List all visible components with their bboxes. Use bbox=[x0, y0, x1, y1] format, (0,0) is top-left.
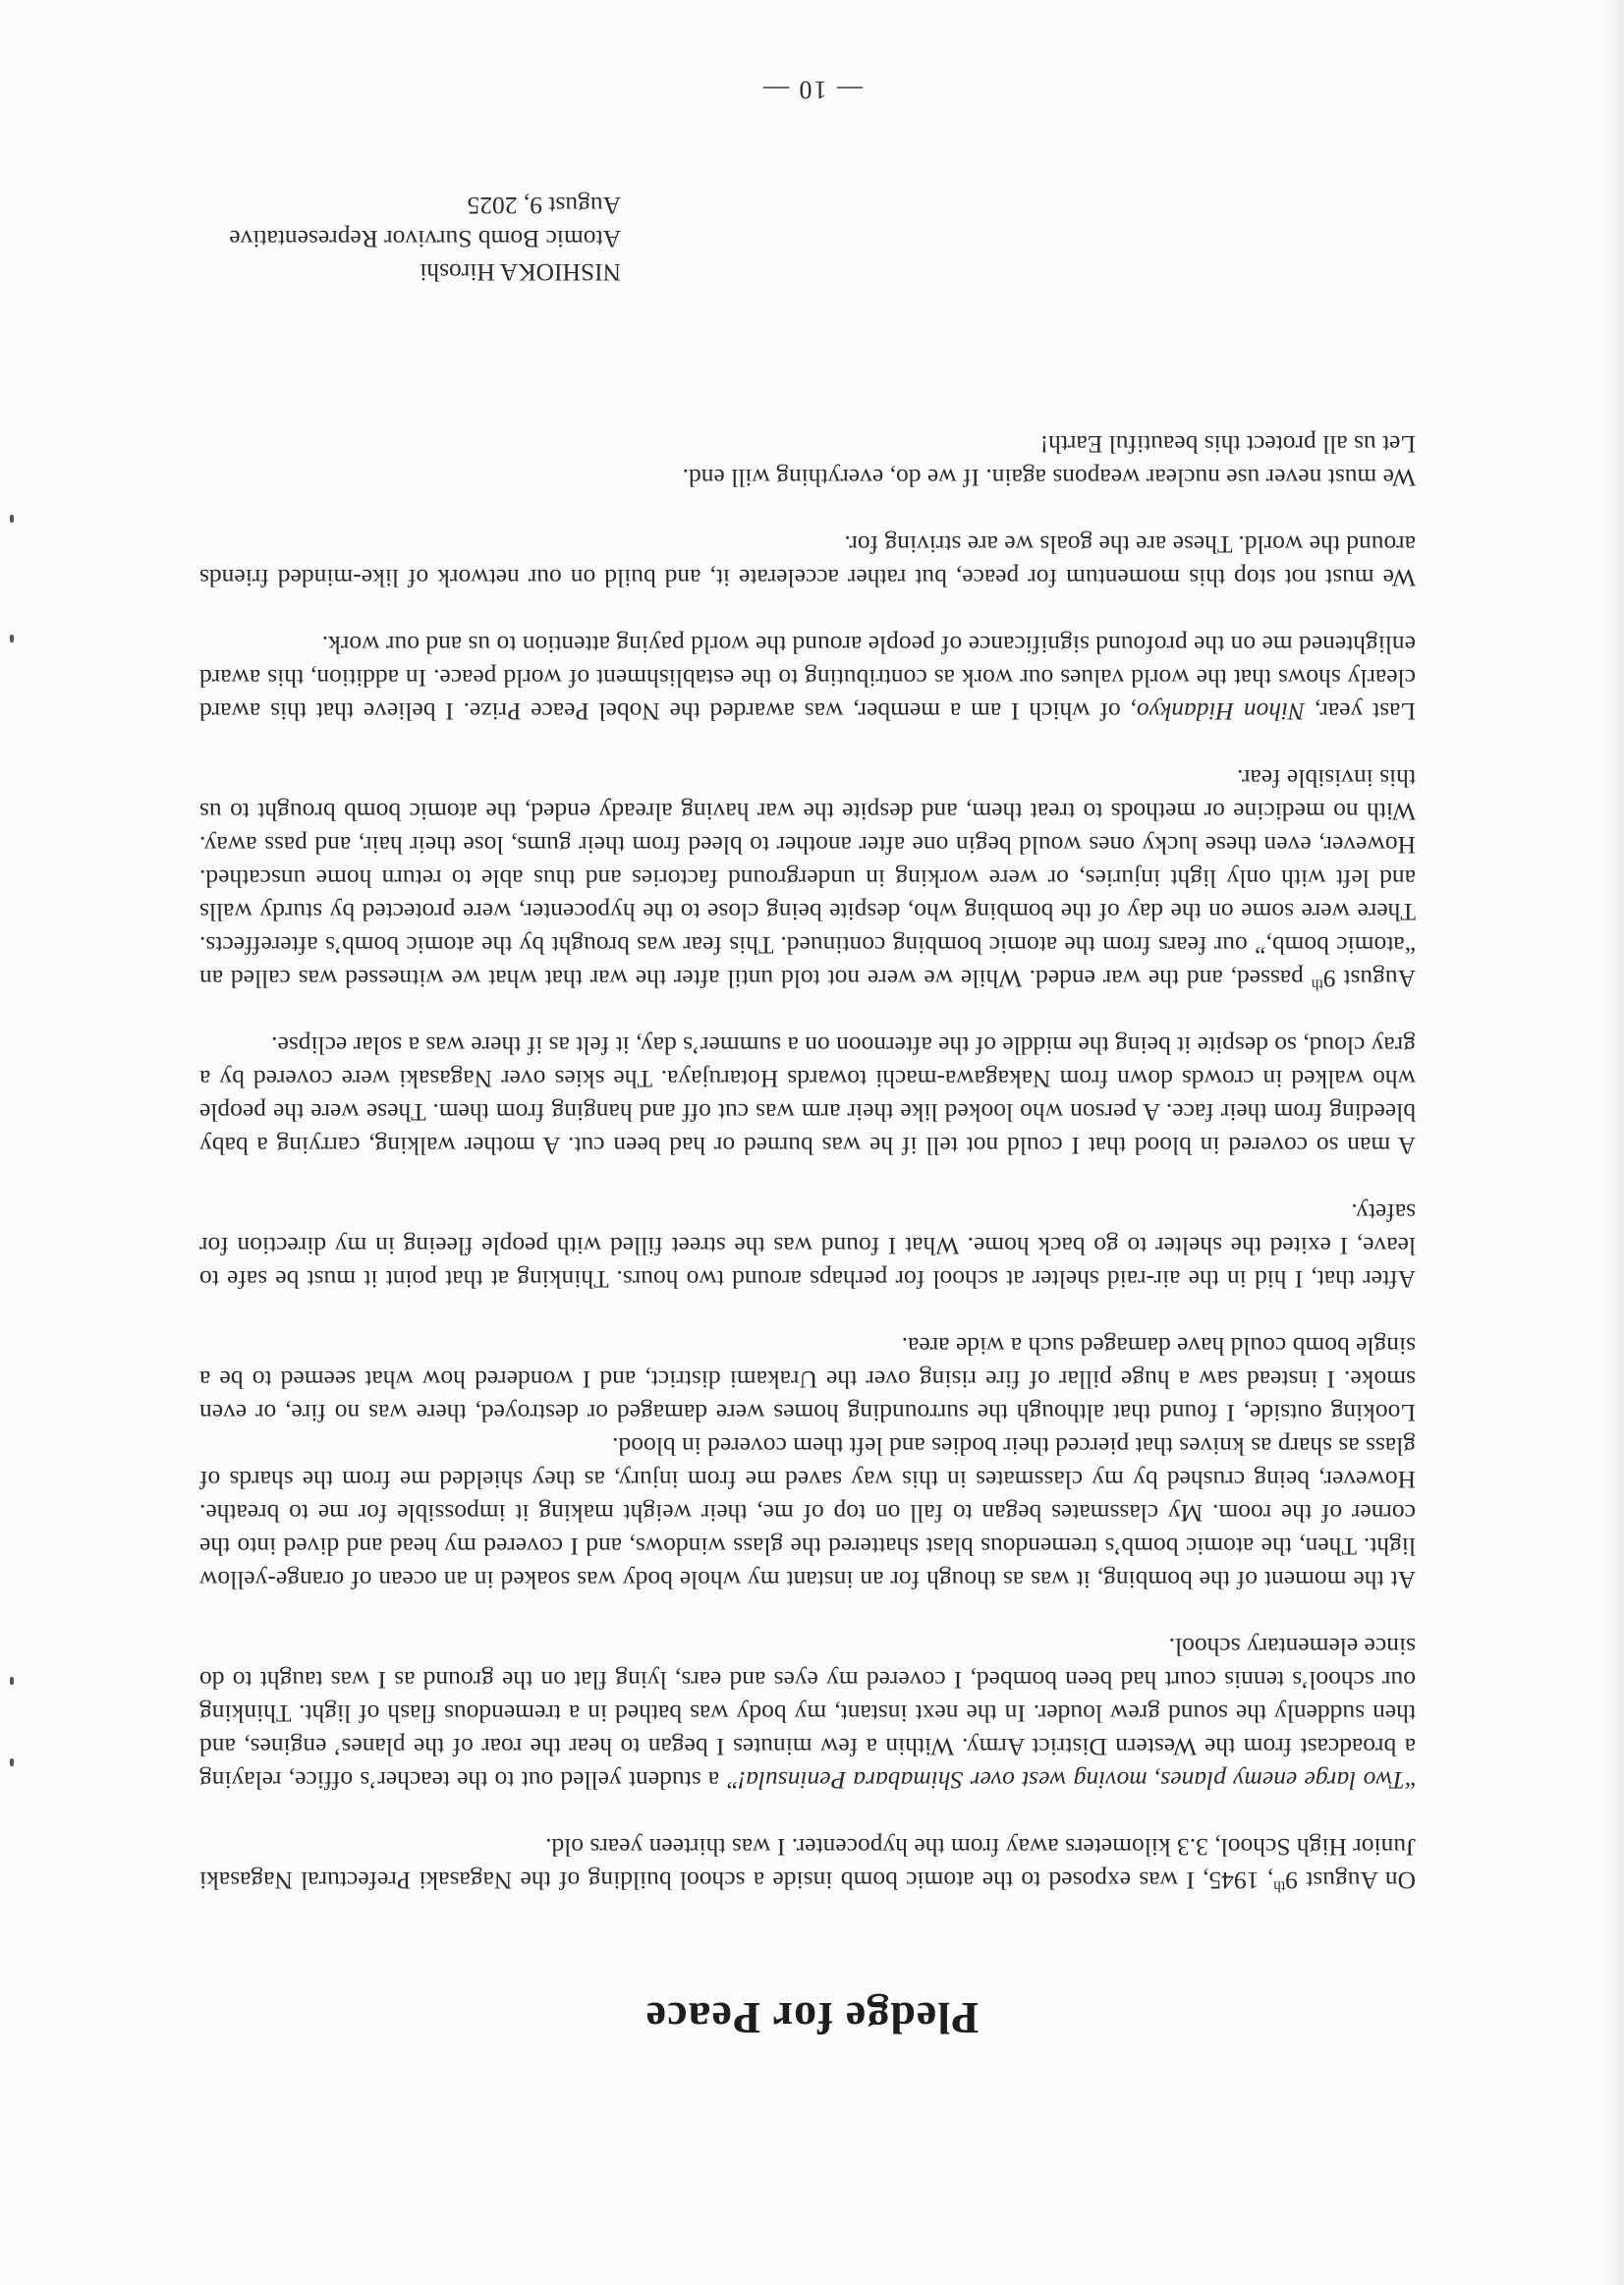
paragraph-2: “Two large enemy planes, moving west over Shimabara Peninsula!” a student yelled out to the teacher’s office, relaying a broadcast from the Western District Army. Within a few minutes I began to hear the roar of the planes’ engines, and then suddenly the sound grew louder. In the next instant, my body was bathed in a tremendous flash of light. Thinking our school’s tennis court had been bombed, I covered my eyes and ears, lying flat on the ground as I was taught to do since elementary school. bbox=[199, 1633, 1416, 1795]
signer-role: Atomic Bomb Survivor Representative bbox=[229, 225, 621, 253]
paragraph-9: We must not stop this momentum for peace, but rather accelerate it, and build on our network of like-minded friends around the world. These are the goals we are striving for. bbox=[199, 530, 1416, 592]
page-title: Pledge for Peace bbox=[644, 1993, 980, 2043]
binding-mark bbox=[10, 1758, 14, 1766]
paragraph-6: A man so covered in blood that I could not tell if he was burned or had been cut. A mother walking, carrying a baby bleeding from their face. A person who looked like their arm was cut off and hanging from them. These were the people who walked in crowds down from Nakagawa-machi towards Hotarujaya. The skies over Nagasaki were covered by a gray cloud, so despite it being the middle of the afternoon on a summer’s day, it felt as if there was a solar eclipse. bbox=[199, 1031, 1416, 1160]
paragraph-3: At the moment of the bombing, it was as though for an instant my whole body was soaked in an ocean of orange-yellow light. Then, the atomic bomb’s tremendous blast shattered the glass windows, and I covered my head and dived into the corner of the room. My classmates began to fall on top of me, their weight making it impossible for me to breathe. However, being crushed by my classmates in this way saved me from injury, as they shielded me from the shards of glass as sharp as knives that pierced their bodies and left them covered in blood. bbox=[199, 1432, 1416, 1594]
signer-name: NISHIOKA Hiroshi bbox=[420, 258, 621, 287]
signature-block bbox=[229, 189, 621, 289]
speech-body bbox=[199, 394, 1416, 1897]
paragraph-7: August 9th passed, and the war ended. While we were not told until after the war that what we witnessed was called an “atomic bomb,” our fears from the atomic bombing continued. This fear was brought by the atomic bomb’s aftereffects. There were some on the day of the bombing who, despite being close to the hypocenter, were protected by sturdy walls and left with only light injuries, or were working in underground factories and thus able to return home unscathed. However, even these lucky ones would begin one after another to bleed from their gums, lose their hair, and pass away. With no medicine or methods to treat them, and despite the war having already ended, the atomic bomb brought to us this invisible fear. bbox=[199, 764, 1416, 993]
binding-mark bbox=[10, 1677, 14, 1685]
closing-pledge: We must never use nuclear weapons again. If we do, everything will end. Let us all protect this beautiful Earth! bbox=[682, 430, 1416, 492]
paragraph-8: Last year, Nihon Hidankyo, of which I am a member, was awarded the Nobel Peace Prize. I believe that this award clearly shows that the world values our work as contributing to the establishment of world peace. In addition, this award enlightened me on the profound significance of people around the world paying attention to us and our work. bbox=[198, 631, 1416, 726]
signature-date: August 9, 2025 bbox=[467, 192, 621, 220]
binding-mark bbox=[10, 635, 14, 642]
organization-name: Nihon Hidankyo bbox=[1136, 697, 1306, 726]
paragraph-1: On August 9th, 1945, I was exposed to the atomic bomb inside a school building of the Nagasaki Prefectural Nagasaki Junior High School, 3.3 kilometers away from the hypocenter. I was thirteen years old. bbox=[198, 1833, 1416, 1895]
paragraph-5: After that, I hid in the air-raid shelter at school for perhaps around two hours. Thinking at that point it must be safe to leave, I exited the shelter to go back home. What I found was the street filled with people fleeing in my direction for safety. bbox=[199, 1198, 1416, 1294]
binding-mark bbox=[10, 515, 14, 523]
page-number: — 10 — bbox=[761, 76, 863, 104]
paragraph-4: Looking outside, I found that although the surrounding homes were damaged or destroyed, there was no fire, or even smoke. I instead saw a huge pillar of fire rising over the Urakami district, and I wondered how what seemed to be a single bomb could have damaged such a wide area. bbox=[199, 1332, 1416, 1427]
broadcast-quote: Two large enemy planes, moving west over Shimabara Peninsula! bbox=[737, 1766, 1405, 1795]
